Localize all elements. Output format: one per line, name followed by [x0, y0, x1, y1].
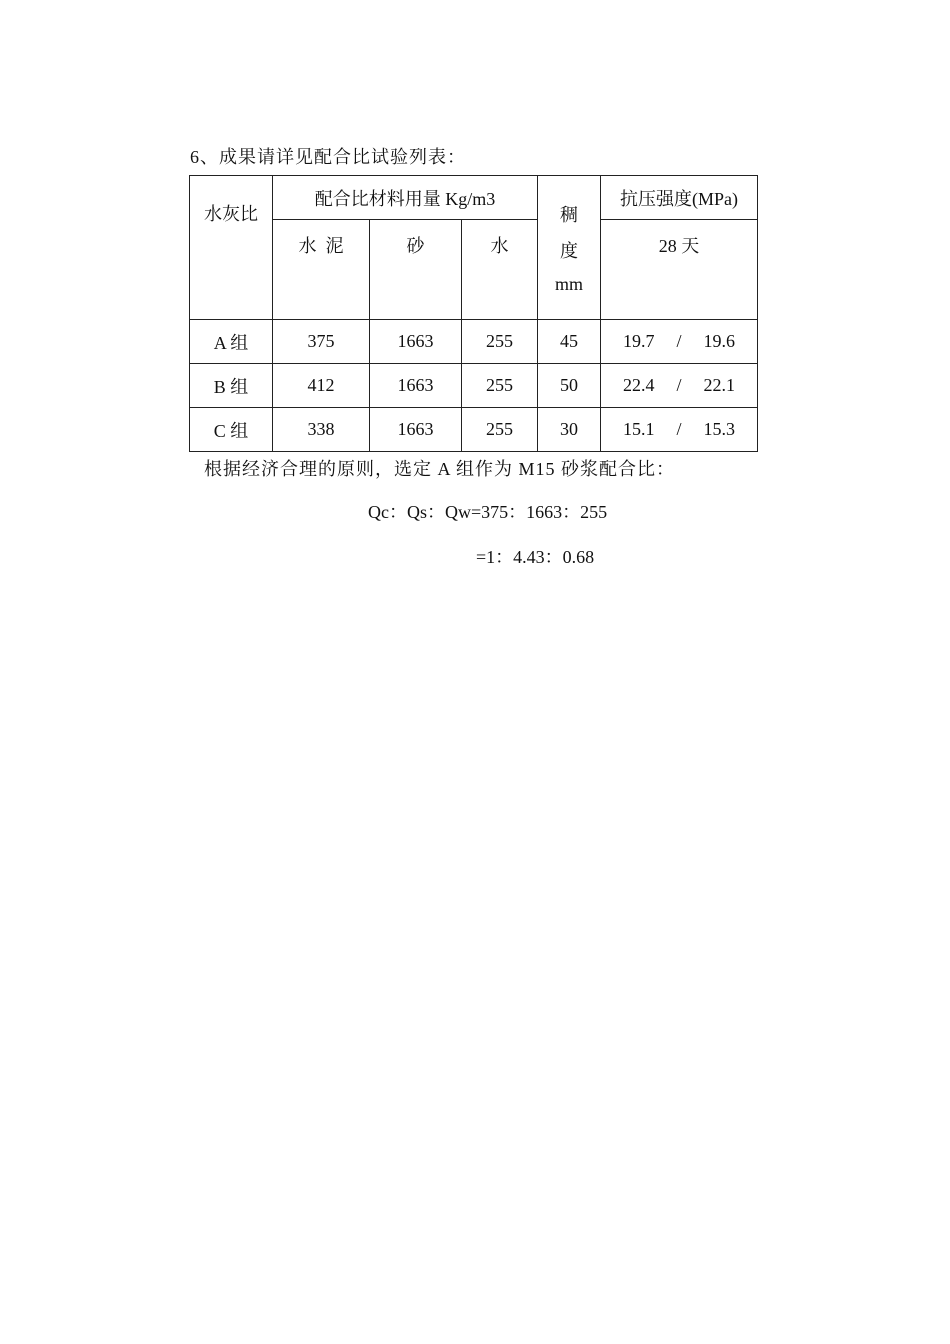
conclusion-paragraph: 根据经济合理的原则，选定 A 组作为 M15 砂浆配合比： — [204, 459, 676, 479]
strength-value-1: 22.4 — [622, 375, 655, 395]
strength-value-1: 15.1 — [622, 419, 655, 439]
strength-separator: / — [676, 331, 682, 351]
table-row — [190, 320, 758, 364]
strength-value-2: 22.1 — [703, 375, 735, 395]
header-mix-materials: 配合比材料用量 Kg/m3 — [273, 176, 538, 220]
section-heading: 6、成果请详见配合比试验列表： — [190, 147, 466, 167]
row-group: A 组 — [190, 320, 273, 364]
mix-ratio-table — [189, 175, 758, 452]
header-consistency-unit: mm — [554, 273, 583, 294]
strength-separator: / — [676, 375, 682, 395]
subheader-water: 水 — [462, 220, 538, 320]
row-strength — [601, 364, 758, 408]
row-consistency: 50 — [538, 364, 601, 408]
header-water-cement-ratio: 水灰比 — [190, 176, 273, 320]
header-consistency-char-2: 度 — [560, 241, 578, 261]
strength-value-2: 19.6 — [703, 331, 735, 351]
row-water: 255 — [462, 320, 538, 364]
ratio-equation: Qc：Qs：Qw=375：1663：255 — [368, 502, 608, 522]
row-sand: 1663 — [370, 364, 462, 408]
row-consistency: 45 — [538, 320, 601, 364]
row-group: B 组 — [190, 364, 273, 408]
subheader-age-28-days: 28 天 — [601, 220, 758, 320]
row-cement: 338 — [273, 408, 370, 452]
table-row — [190, 408, 758, 452]
row-sand: 1663 — [370, 320, 462, 364]
strength-separator: / — [676, 419, 682, 439]
strength-value-1: 19.7 — [622, 331, 655, 351]
row-cement: 375 — [273, 320, 370, 364]
strength-value-2: 15.3 — [703, 419, 735, 439]
ratio-equation-normalized: =1：4.43：0.68 — [476, 547, 595, 567]
row-cement: 412 — [273, 364, 370, 408]
row-group: C 组 — [190, 408, 273, 452]
row-strength — [601, 408, 758, 452]
subheader-sand: 砂 — [370, 220, 462, 320]
table-row — [190, 364, 758, 408]
subheader-cement: 水 泥 — [273, 220, 370, 320]
row-water: 255 — [462, 408, 538, 452]
header-consistency — [538, 176, 601, 320]
header-compressive-strength: 抗压强度(MPa) — [601, 176, 758, 220]
row-consistency: 30 — [538, 408, 601, 452]
header-consistency-char-1: 稠 — [560, 204, 578, 225]
row-sand: 1663 — [370, 408, 462, 452]
row-water: 255 — [462, 364, 538, 408]
row-strength — [601, 320, 758, 364]
